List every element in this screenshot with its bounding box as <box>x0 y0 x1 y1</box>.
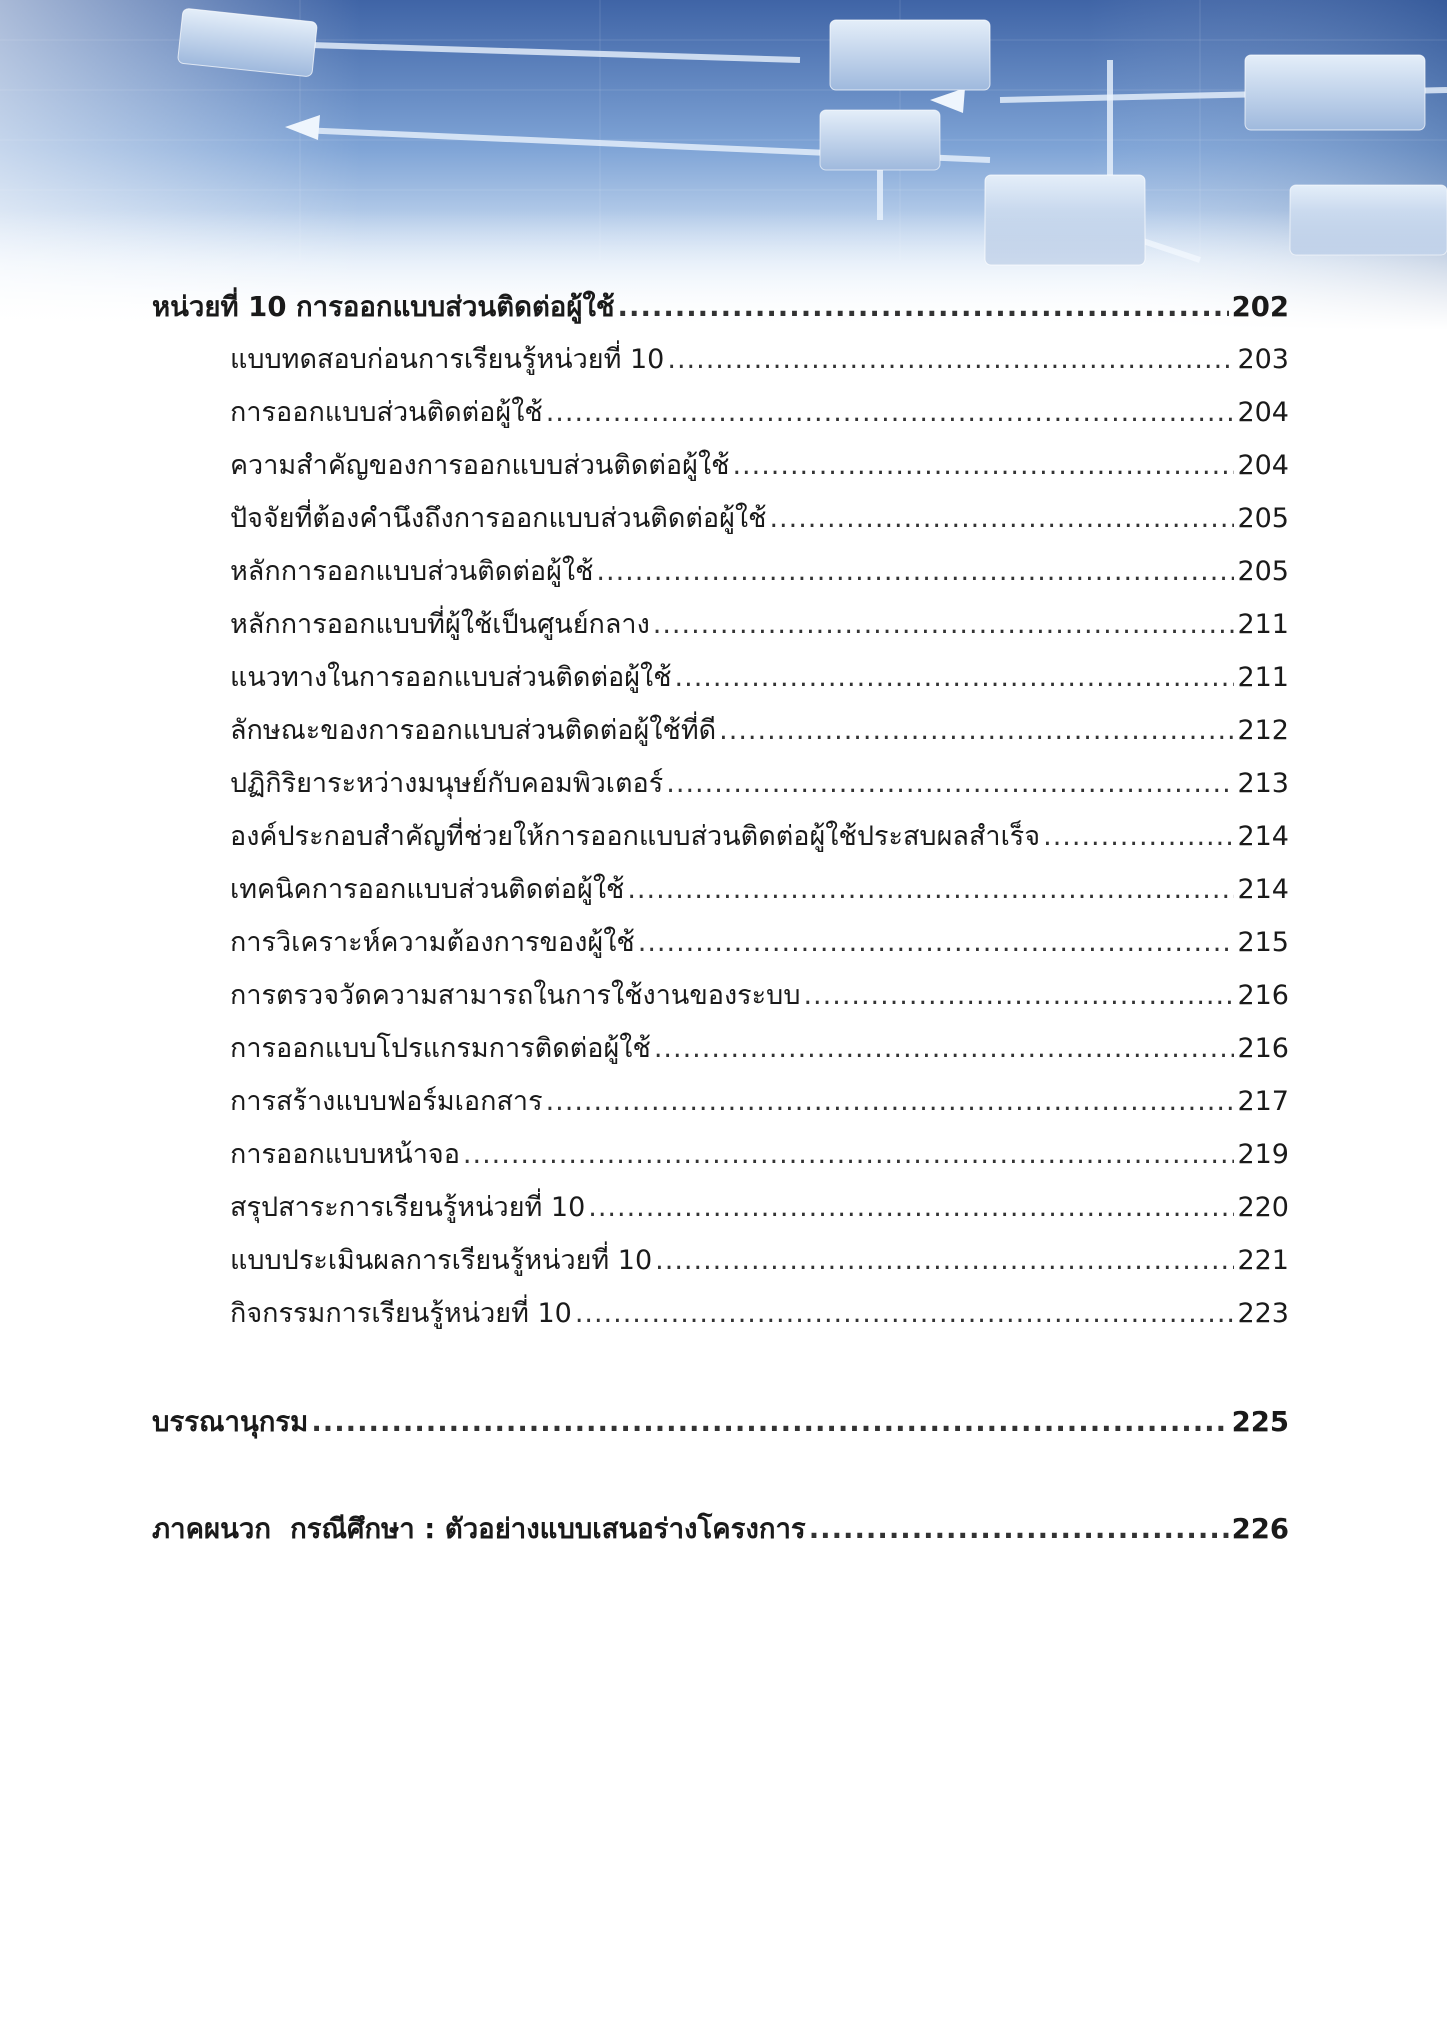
toc-page-number: 211 <box>1237 662 1289 693</box>
toc-page-number: 214 <box>1237 821 1289 852</box>
toc-page-number: 221 <box>1237 1245 1289 1276</box>
toc-page-number: 205 <box>1237 556 1289 587</box>
toc-entry[interactable] <box>230 658 1289 698</box>
dot-leader <box>653 605 1235 645</box>
dot-leader <box>769 499 1234 539</box>
toc-entry[interactable] <box>230 1029 1289 1069</box>
toc-page-number: 212 <box>1237 715 1289 746</box>
toc-page-number: 216 <box>1237 1033 1289 1064</box>
toc-page-number: 205 <box>1237 503 1289 534</box>
toc-page-number: 220 <box>1237 1192 1289 1223</box>
toc-entry-title: แบบทดสอบก่อนการเรียนรู้หน่วยที่ 10 <box>230 344 665 375</box>
toc-entry[interactable] <box>230 552 1289 592</box>
toc-entry-title: ปัจจัยที่ต้องคำนึงถึงการออกแบบส่วนติดต่อผู้ใช้ <box>230 503 767 534</box>
toc-entry[interactable] <box>230 870 1289 910</box>
toc-entry[interactable] <box>230 923 1289 963</box>
toc-page-number: 214 <box>1237 874 1289 905</box>
dot-leader <box>1043 817 1234 857</box>
toc-page-number: 225 <box>1231 1406 1289 1438</box>
toc-page-number: 215 <box>1237 927 1289 958</box>
toc-page-number: 216 <box>1237 980 1289 1011</box>
toc-entry-title: การวิเคราะห์ความต้องการของผู้ใช้ <box>230 927 635 958</box>
dot-leader <box>654 1029 1235 1069</box>
toc-entry[interactable] <box>230 1082 1289 1122</box>
dot-leader <box>463 1135 1235 1175</box>
toc-chapter-title: หน่วยที่ 10 การออกแบบส่วนติดต่อผู้ใช้ <box>152 291 615 323</box>
toc-chapter-heading[interactable] <box>152 287 1289 327</box>
toc-appendix-title: ภาคผนวก กรณีศึกษา : ตัวอย่างแบบเสนอร่างโครงการ <box>152 1513 806 1545</box>
toc-entry[interactable] <box>230 1188 1289 1228</box>
toc-entry[interactable] <box>230 499 1289 539</box>
toc-entry[interactable] <box>230 446 1289 486</box>
dot-leader <box>575 1294 1235 1334</box>
toc-page-number: 226 <box>1231 1513 1289 1545</box>
toc-entry-title: แบบประเมินผลการเรียนรู้หน่วยที่ 10 <box>230 1245 653 1276</box>
toc-page-number: 203 <box>1237 344 1289 375</box>
toc-entry-title: การสร้างแบบฟอร์มเอกสาร <box>230 1086 543 1117</box>
dot-leader <box>596 552 1234 592</box>
toc-page-number: 219 <box>1237 1139 1289 1170</box>
toc-page-number: 223 <box>1237 1298 1289 1329</box>
dot-leader <box>588 1188 1234 1228</box>
dot-leader <box>719 711 1234 751</box>
toc-entry-title: การตรวจวัดความสามารถในการใช้งานของระบบ <box>230 980 801 1011</box>
dot-leader <box>666 764 1234 804</box>
toc-entry[interactable] <box>230 976 1289 1016</box>
dot-leader <box>803 976 1234 1016</box>
dot-leader <box>618 287 1229 327</box>
toc-appendix[interactable] <box>152 1509 1289 1549</box>
toc-entry-title: ความสำคัญของการออกแบบส่วนติดต่อผู้ใช้ <box>230 450 730 481</box>
toc-page-number: 202 <box>1231 291 1289 323</box>
toc-entry[interactable] <box>230 817 1289 857</box>
dot-leader <box>546 1082 1235 1122</box>
toc-entry-title: เทคนิคการออกแบบส่วนติดต่อผู้ใช้ <box>230 874 625 905</box>
toc-page-number: 217 <box>1237 1086 1289 1117</box>
toc-page-number: 204 <box>1237 397 1289 428</box>
toc-entry-title: องค์ประกอบสำคัญที่ช่วยให้การออกแบบส่วนติดต่อผู้ใช้ประสบผลสำเร็จ <box>230 821 1041 852</box>
toc-bibliography-title: บรรณานุกรม <box>152 1406 309 1438</box>
toc-entry[interactable] <box>230 1241 1289 1281</box>
dot-leader <box>675 658 1235 698</box>
dot-leader <box>638 923 1235 963</box>
toc-entry[interactable] <box>230 1135 1289 1175</box>
toc-entry-title: การออกแบบโปรแกรมการติดต่อผู้ใช้ <box>230 1033 651 1064</box>
toc-entry-title: สรุปสาระการเรียนรู้หน่วยที่ 10 <box>230 1192 586 1223</box>
dot-leader <box>627 870 1234 910</box>
toc-entry[interactable] <box>230 340 1289 380</box>
dot-leader <box>732 446 1234 486</box>
toc-entry[interactable] <box>230 764 1289 804</box>
toc-entry-title: ลักษณะของการออกแบบส่วนติดต่อผู้ใช้ที่ดี <box>230 715 717 746</box>
dot-leader <box>546 393 1235 433</box>
toc-page-number: 211 <box>1237 609 1289 640</box>
toc-entry-title: การออกแบบส่วนติดต่อผู้ใช้ <box>230 397 543 428</box>
toc-entry[interactable] <box>230 1294 1289 1334</box>
toc-entry[interactable] <box>230 605 1289 645</box>
toc-entry-title: หลักการออกแบบส่วนติดต่อผู้ใช้ <box>230 556 594 587</box>
toc-entry-title: หลักการออกแบบที่ผู้ใช้เป็นศูนย์กลาง <box>230 609 650 640</box>
dot-leader <box>311 1402 1228 1442</box>
toc-entry-title: แนวทางในการออกแบบส่วนติดต่อผู้ใช้ <box>230 662 672 693</box>
toc-bibliography[interactable] <box>152 1402 1289 1442</box>
dot-leader <box>667 340 1234 380</box>
toc-entry[interactable] <box>230 393 1289 433</box>
toc-page-number: 204 <box>1237 450 1289 481</box>
toc-page-number: 213 <box>1237 768 1289 799</box>
dot-leader <box>655 1241 1234 1281</box>
dot-leader <box>809 1509 1229 1549</box>
toc-entry-title: ปฏิกิริยาระหว่างมนุษย์กับคอมพิวเตอร์ <box>230 768 664 799</box>
toc-entry-title: กิจกรรมการเรียนรู้หน่วยที่ 10 <box>230 1298 572 1329</box>
toc-entry[interactable] <box>230 711 1289 751</box>
toc-entry-title: การออกแบบหน้าจอ <box>230 1139 460 1170</box>
